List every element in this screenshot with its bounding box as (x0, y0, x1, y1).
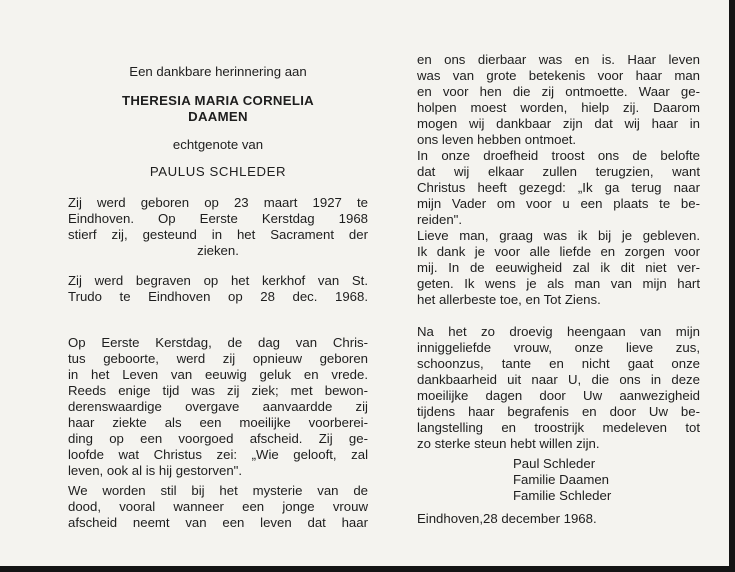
text-line: tijdens haar begrafenis en door Uw be- (417, 404, 700, 419)
text-line: schoonzus, tante en nicht gaat onze (417, 356, 700, 371)
text-line: geten. Ik wens je als man van mijn hart (417, 276, 700, 291)
text-line: reiden". (417, 212, 463, 227)
text-line: in het Leven van eeuwig geluk en vrede. (68, 367, 368, 382)
text-line: loofde wat Christus zei: „Wie gelooft, zal (68, 447, 368, 462)
text-line: mij. In de eeuwigheid zal ik dit niet ver- (417, 260, 700, 275)
text-line: zo sterke steun hebt willen zijn. (417, 436, 600, 451)
deceased-surname: DAAMEN (188, 109, 248, 124)
text-line: Christus heeft gezegd: „Ik ga terug naar (417, 180, 700, 195)
text-line: dood, vooral wanneer een jonge vrouw (68, 499, 368, 514)
text-line: tus geboorte, werd zij opnieuw geboren (68, 351, 368, 366)
text-line: Reeds enige tijd was zij ziek; met bewon- (68, 383, 368, 398)
text-line: leven, ook al is hij gestorven". (68, 463, 243, 478)
text-line: en ons dierbaar was en is. Haar leven (417, 52, 700, 67)
deceased-name: THERESIA MARIA CORNELIA (121, 93, 314, 108)
text-line: Eindhoven. Op Eerste Kerstdag 1968 (68, 211, 368, 226)
text-line: afscheid neemt van een leven dat haar (68, 515, 368, 530)
text-line: inniggeliefde vrouw, onze lieve zus, (417, 340, 700, 355)
signature-line: Familie Schleder (513, 488, 612, 503)
text-line: Na het zo droevig heengaan van mijn (417, 324, 700, 339)
text-line: ding op een voorgoed afscheid. Zij ge- (68, 431, 368, 446)
text-line: stierf zij, gesteund in het Sacrament der (68, 227, 368, 242)
text-line: en voor hen die zij ontmoette. Waar ge- (417, 84, 700, 99)
text-line: Lieve man, graag was ik bij je gebleven. (417, 228, 700, 243)
text-line: Zij werd begraven op het kerkhof van St. (68, 273, 368, 288)
text-line: Op Eerste Kerstdag, de dag van Chris- (68, 335, 368, 350)
text-line: Ik dank je voor alle liefde en zorgen voor (417, 244, 700, 259)
signature-line: Paul Schleder (513, 456, 596, 471)
text-line: holpen moest worden, hielp zij. Daarom (417, 100, 700, 115)
text-line: Trudo te Eindhoven op 28 dec. 1968. (68, 289, 368, 304)
place-date: Eindhoven,28 december 1968. (417, 511, 597, 526)
text-line: haar ziekte als een moeilijke voorberei- (68, 415, 368, 430)
text-line: zieken. (197, 243, 239, 258)
spouse-name: PAULUS SCHLEDER (149, 164, 287, 179)
text-line: was van grote betekenis voor haar man (417, 68, 700, 83)
text-line: In onze droefheid troost ons de belofte (417, 148, 700, 163)
intro-text: Een dankbare herinnering aan (129, 64, 307, 79)
text-line: dankbaarheid uit naar U, die ons in deze (417, 372, 700, 387)
text-line: het allerbeste toe, en Tot Ziens. (417, 292, 601, 307)
text-line: Zij werd geboren op 23 maart 1927 te (68, 195, 368, 210)
text-line: langstelling en troostrijk medeleven tot (417, 420, 700, 435)
text-line: moeilijke dagen door Uw aanwezigheid (417, 388, 700, 403)
signature-line: Familie Daamen (513, 472, 610, 487)
text-line: derenswaardige overgave aanvaardde zij (68, 399, 368, 414)
text-line: We worden stil bij het mysterie van de (68, 483, 368, 498)
text-line: mijn Vader om voor u een plaats te be- (417, 196, 700, 211)
text-line: mogen wij dankbaar zijn dat wij haar in (417, 116, 700, 131)
text-line: ons leven hebben ontmoet. (417, 132, 577, 147)
spouse-label: echtgenote van (172, 137, 264, 152)
text-line: dat wij elkaar zullen terugzien, want (417, 164, 700, 179)
